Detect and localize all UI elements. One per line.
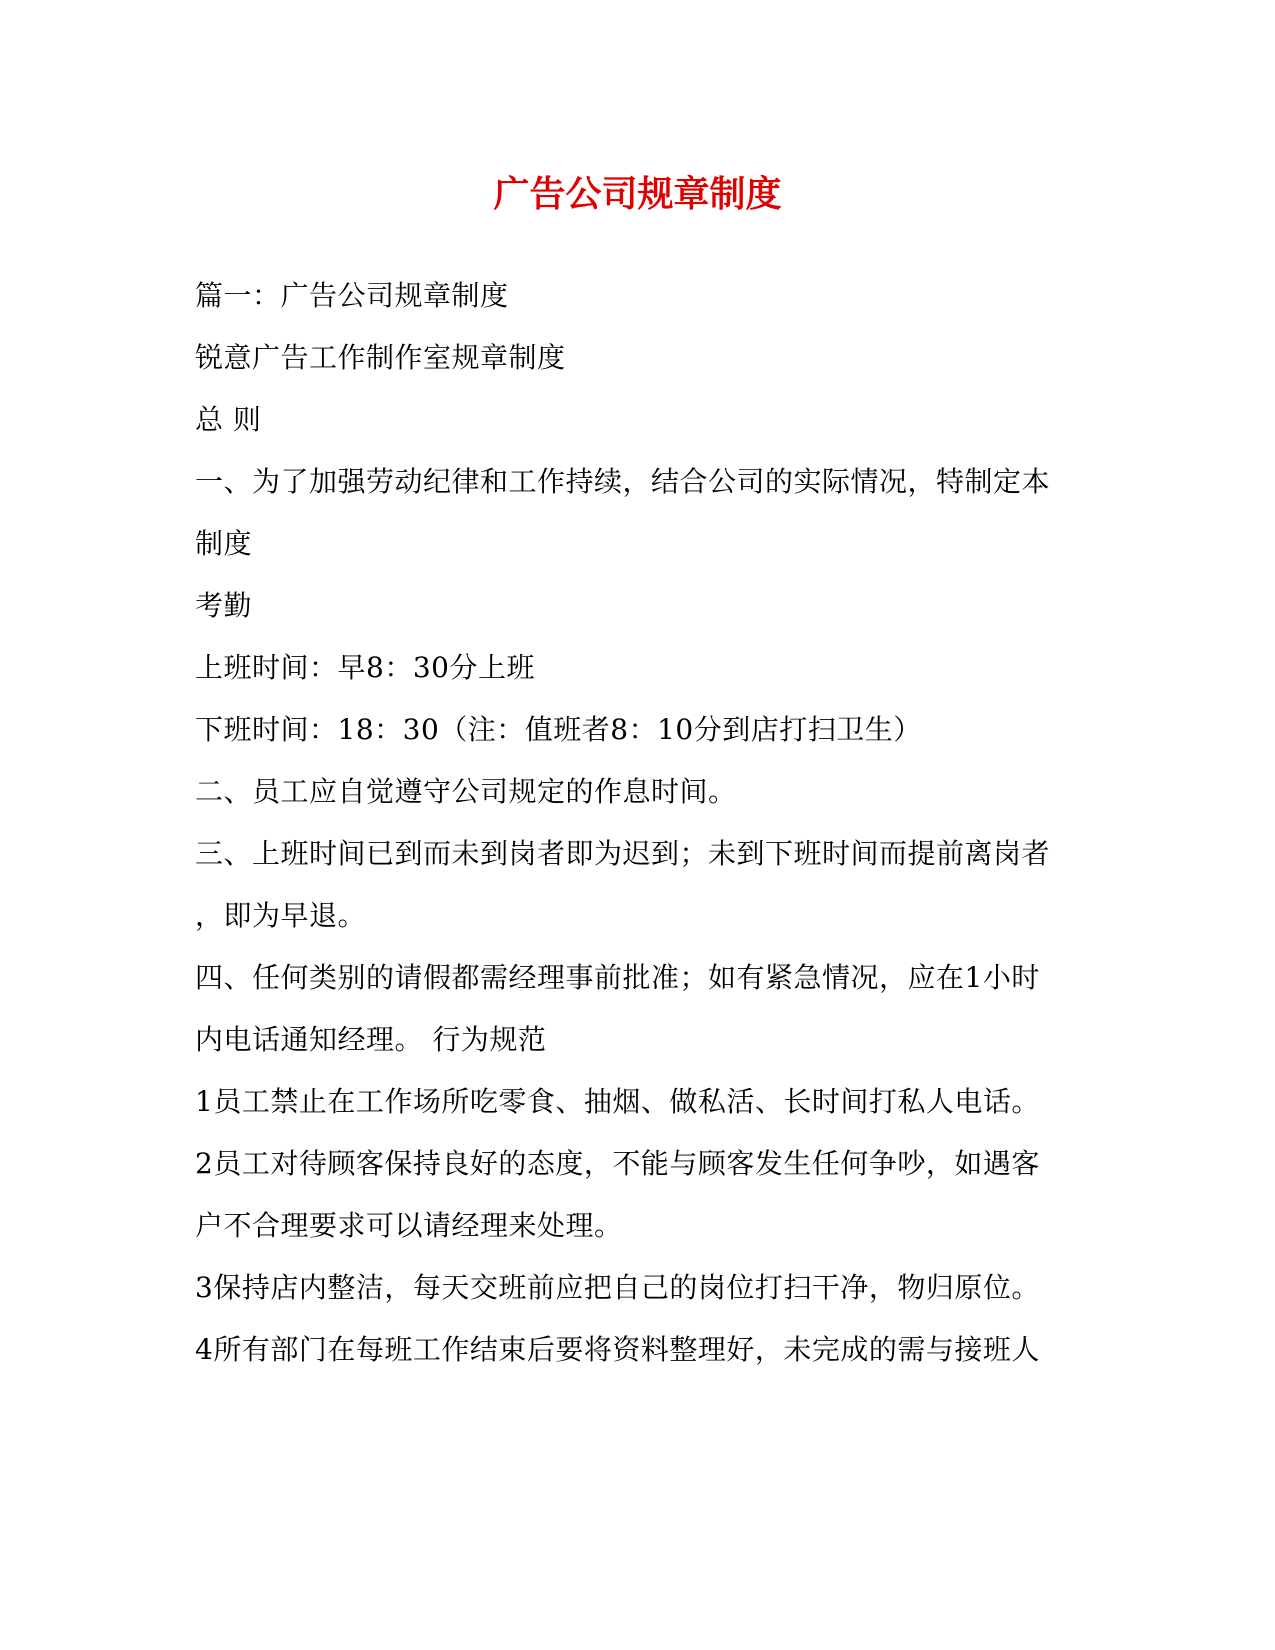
text-line: 总 则 [195,403,262,436]
text-line: 下班时间：18：30（注：值班者8：10分到店打扫卫生） [195,713,922,746]
text-line: 锐意广告工作制作室规章制度 [195,341,566,374]
text-line: 4所有部门在每班工作结束后要将资料整理好，未完成的需与接班人 [195,1333,1040,1366]
text-line: 2员工对待顾客保持良好的态度，不能与顾客发生任何争吵，如遇客 [195,1147,1040,1180]
text-line: 三、上班时间已到而未到岗者即为迟到；未到下班时间而提前离岗者 [195,837,1051,870]
text-line: 二、员工应自觉遵守公司规定的作息时间。 [195,775,737,808]
text-line: 四、任何类别的请假都需经理事前批准；如有紧急情况，应在1小时 [195,961,1040,994]
text-line: 户不合理要求可以请经理来处理。 [195,1209,623,1242]
text-line: 篇一：广告公司规章制度 [195,279,509,312]
text-line: 上班时间：早8：30分上班 [195,651,535,684]
text-line: 内电话通知经理。 行为规范 [195,1023,547,1056]
text-line: 3保持店内整洁，每天交班前应把自己的岗位打扫干净，物归原位。 [195,1271,1040,1304]
text-line: 1员工禁止在工作场所吃零食、抽烟、做私活、长时间打私人电话。 [195,1085,1040,1118]
document-title: 广告公司规章制度 [493,173,782,215]
text-line: ，即为早退。 [195,899,367,932]
text-line: 一、为了加强劳动纪律和工作持续，结合公司的实际情况，特制定本 [195,465,1051,498]
text-line: 考勤 [195,589,253,622]
text-line: 制度 [195,527,253,560]
